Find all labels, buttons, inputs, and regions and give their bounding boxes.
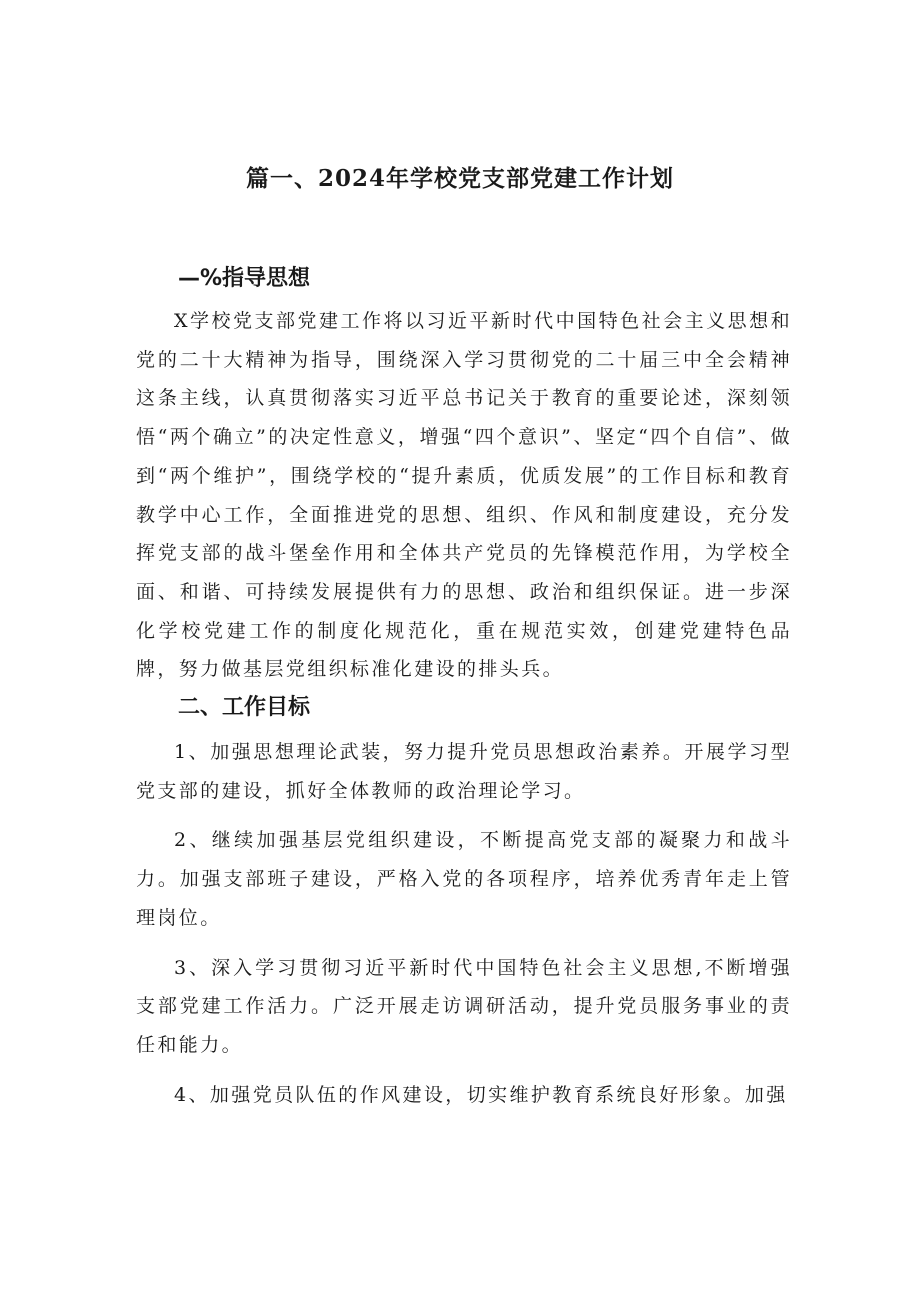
- work-goal-item-4: 4、加强党员队伍的作风建设，切实维护教育系统良好形象。加强: [174, 1083, 788, 1106]
- work-goal-item-3: 3、深入学习贯彻习近平新时代中国特色社会主义思想,不断增强支部党建工作活力。广泛开展走访调研活动，提升党员服务事业的责任和能力。: [136, 956, 792, 1056]
- document-body: [136, 262, 792, 1125]
- section-heading-work-goals: 二、工作目标: [178, 695, 311, 721]
- work-goal-item-2: 2、继续加强基层党组织建设，不断提高党支部的凝聚力和战斗力。加强支部班子建设，严格入党的各项程序，培养优秀青年走上管理岗位。: [136, 829, 792, 929]
- work-goal-item-1: 1、加强思想理论武装，努力提升党员思想政治素养。开展学习型党支部的建设，抓好全体教师的政治理论学习。: [136, 741, 792, 802]
- document-title: 篇一、2024年学校党支部党建工作计划: [245, 165, 674, 192]
- section-heading-guiding-ideology: —%指导思想: [178, 266, 311, 291]
- guiding-ideology-paragraph: X学校党支部党建工作将以习近平新时代中国特色社会主义思想和党的二十大精神为指导，围绕深入学习贯彻党的二十届三中全会精神这条主线，认真贯彻落实习近平总书记关于教育的重要论述，深刻领悟“两个确立”的决定性意义，增强“四个意识”、坚定“四个自信”、做到“两个维护”，围绕学校的“提升素质，优质发展”的工作目标和教育教学中心工作，全面推进党的思想、组织、作风和制度建设，充分发挥党支部的战斗堡垒作用和全体共产党员的先锋模范作用，为学校全面、和谐、可持续发展提供有力的思想、政治和组织保证。进一步深化学校党建工作的制度化规范化，重在规范实效，创建党建特色品牌，努力做基层党组织标准化建设的排头兵。: [136, 310, 792, 681]
